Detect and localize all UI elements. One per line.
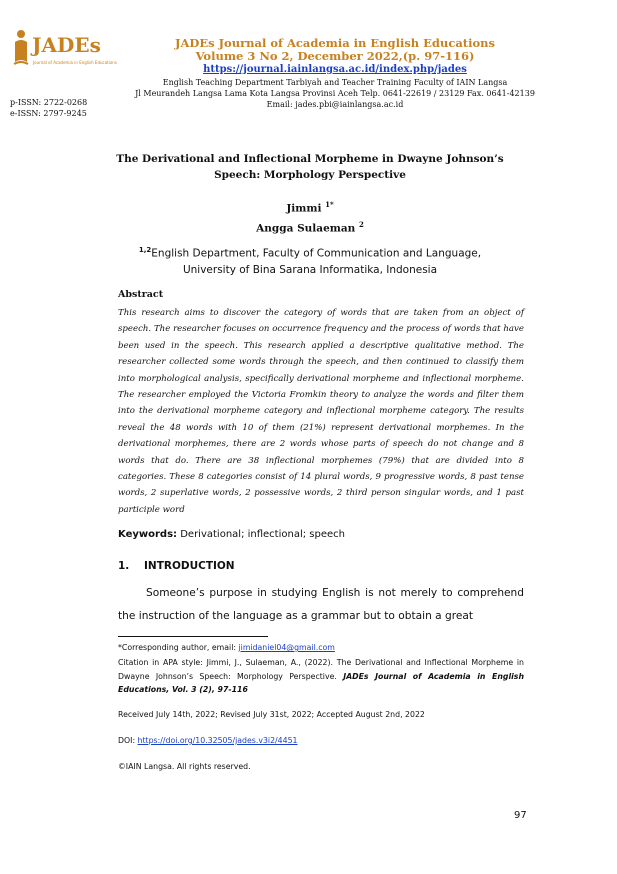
e-issn: e-ISSN: 2797-9245	[10, 109, 87, 118]
section-number: 1.	[118, 560, 130, 572]
doi-label: DOI:	[118, 736, 138, 745]
logo-subtitle: Journal of Academia in English Educations	[33, 60, 117, 65]
journal-name: JADEs Journal of Academia in English Educations	[175, 36, 495, 50]
address-line: Jl Meurandeh Langsa Lama Kota Langsa Provinsi Aceh Telp. 0641-22619 / 23129 Fax. 0641-42139	[135, 89, 535, 98]
section-title: INTRODUCTION	[144, 560, 235, 572]
issn-block	[10, 97, 87, 119]
journal-url-link[interactable]: https://journal.iainlangsa.ac.id/index.php/jades	[203, 64, 467, 75]
logo-text: JADEs	[32, 33, 101, 57]
citation-journal: JADEs Journal of Academia in English Educations	[118, 671, 524, 694]
title-line-2: Speech: Morphology Perspective	[214, 169, 406, 181]
citation	[118, 656, 524, 697]
abstract-heading: Abstract	[118, 289, 164, 300]
affiliation-sup: 1,2	[138, 246, 152, 254]
author-2-name: Angga Sulaeman	[256, 222, 356, 234]
p-issn: p-ISSN: 2722-0268	[10, 98, 88, 107]
journal-logo	[12, 22, 117, 84]
affiliation-line-1: English Department, Faculty of Communication and Language,	[151, 247, 482, 260]
introduction-paragraph: Someone’s purpose in studying English is not merely to comprehend the instruction of the language as a grammar but to obtain a great	[118, 587, 524, 622]
department-line: English Teaching Department Tarbiyah and Teacher Training Faculty of IAIN Langsa	[162, 78, 508, 87]
journal-header	[120, 37, 550, 110]
keywords	[118, 529, 524, 540]
author-2-sup: 2	[358, 219, 364, 229]
title-line-1: The Derivational and Inflectional Morpheme in Dwayne Johnson’s	[116, 153, 504, 165]
received-dates: Received July 14th, 2022; Revised July 31st, 2022; Accepted August 2nd, 2022	[118, 710, 425, 719]
footnote-divider	[118, 636, 268, 637]
logo-icon	[12, 22, 117, 84]
affiliation-line-2: University of Bina Sarana Informatika, Indonesia	[182, 263, 438, 276]
keywords-label: Keywords:	[118, 529, 178, 540]
citation-suffix: , Vol. 3 (2), 97-116	[166, 685, 248, 694]
keywords-value: Derivational; inflectional; speech	[180, 529, 345, 540]
introduction-heading	[118, 560, 235, 572]
corresponding-prefix: *Corresponding author, email:	[118, 643, 239, 652]
author-1	[160, 197, 460, 217]
volume-line: Volume 3 No 2, December 2022,(p. 97-116)	[195, 49, 475, 63]
article-title	[110, 151, 510, 183]
doi	[118, 736, 298, 745]
page-number: 97	[514, 810, 527, 821]
citation-text: Citation in APA style: Jimmi, J., Sulaeman, A., (2022). The Derivational and Inflectional Morpheme in Dwayne Johnson’s Speech: Morphology Perspective.	[118, 658, 524, 681]
copyright: ©IAIN Langsa. All rights reserved.	[118, 762, 251, 771]
author-1-sup: 1*	[325, 200, 334, 209]
author-1-name: Jimmi	[286, 202, 322, 215]
corresponding-email-link[interactable]: jimidaniel04@gmail.com	[238, 643, 335, 652]
authors	[160, 197, 460, 236]
abstract-text: This research aims to discover the category of words that are taken from an object of speech. The researcher focuses on occurrence frequency and the process of words that have been used in the speech. This research applied a descriptive qualitative method. The researcher collected some words through the speech, and then continued to classify them into morphological analysis, specifically derivational morpheme and inflectional morpheme. The researcher employed the Victoria Fromkin theory to analyze the words and filter them into the derivational morpheme category and inflectional morpheme category. The results reveal the 48 words with 10 of them (21%) represent derivational morphemes. In the derivational morphemes, there are 2 words whose parts of speech do not change and 8 words that do. There are 38 inflectional morphemes (79%) that are divided into 8 categories. These 8 categories consist of 14 plural words, 9 progressive words, 8 past tense words, 2 superlative words, 2 possessive words, 2 third person singular words, and 1 past participle word	[118, 308, 524, 515]
affiliation	[100, 242, 520, 278]
doi-link[interactable]: https://doi.org/10.32505/jades.v3i2/4451	[137, 736, 298, 745]
journal-email: Email: jades.pbi@iainlangsa.ac.id	[266, 100, 404, 109]
author-2	[160, 217, 460, 237]
corresponding-author	[118, 643, 335, 652]
